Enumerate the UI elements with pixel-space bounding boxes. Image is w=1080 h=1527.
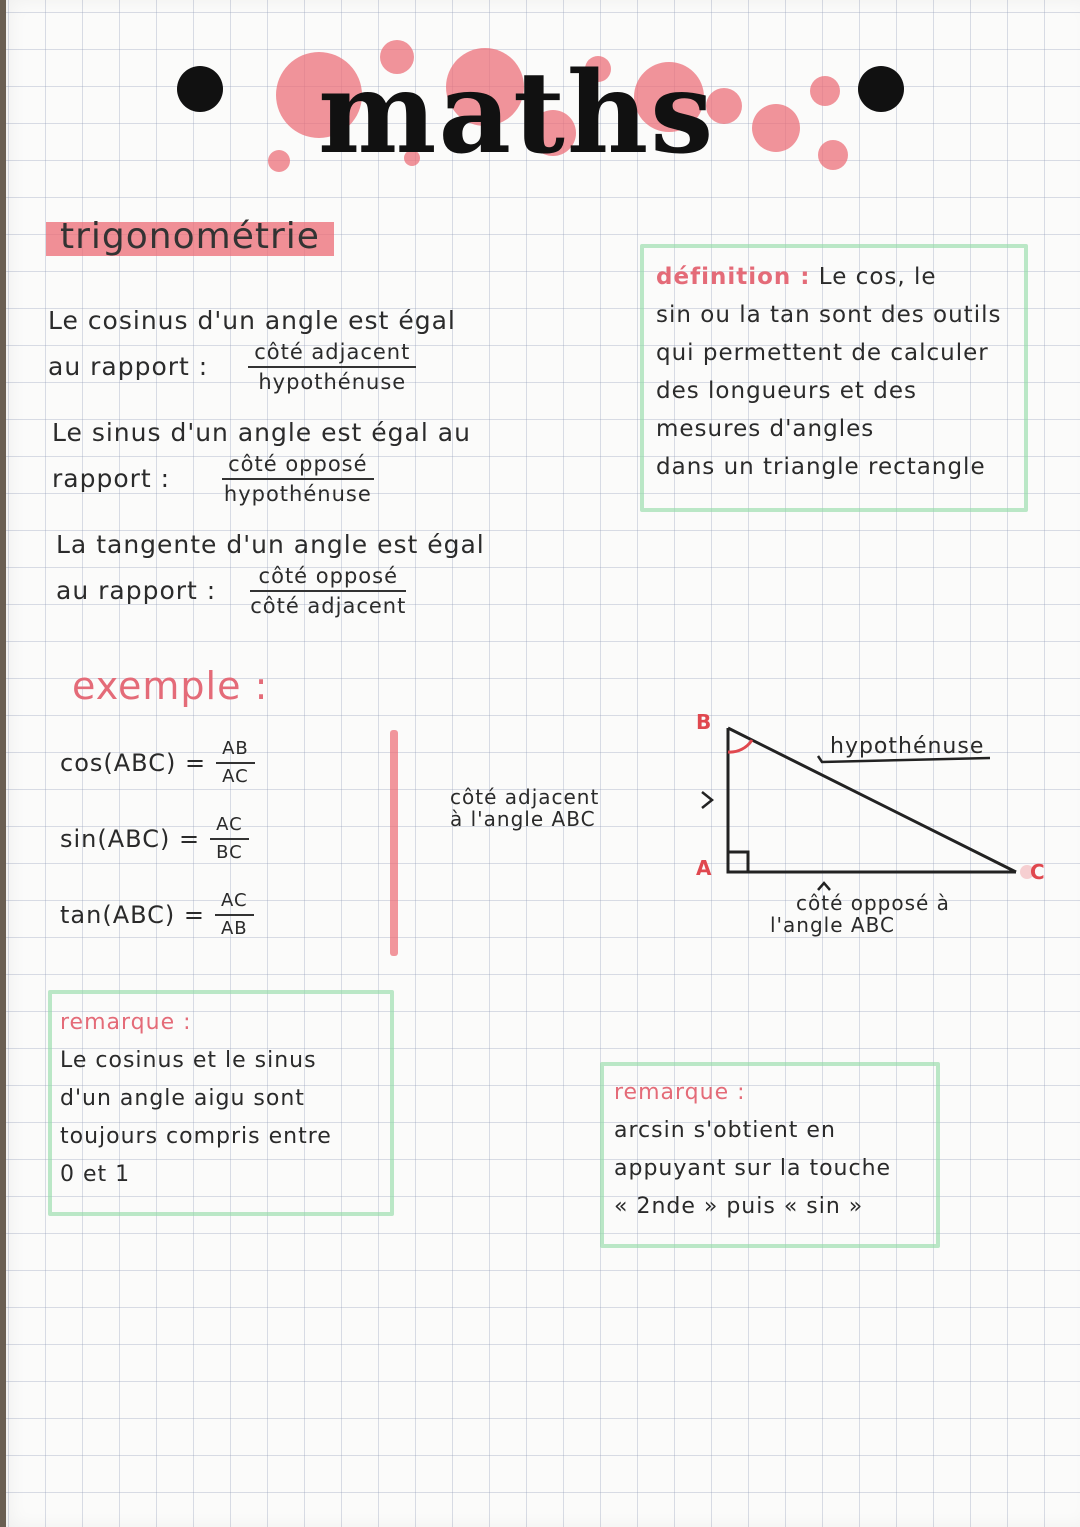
- vertex-b-label: B: [696, 710, 712, 734]
- example-cos-num: AB: [216, 738, 255, 764]
- vertex-a-label: A: [696, 856, 712, 880]
- definition-text: [656, 258, 1022, 486]
- cos-denominator: hypothénuse: [258, 370, 407, 394]
- remark1-line: toujours compris entre: [60, 1124, 332, 1149]
- tan-definition: [56, 526, 616, 618]
- example-sin-num: AC: [210, 814, 249, 840]
- punch-hole-right: [858, 66, 904, 112]
- vertex-c-label: C: [1030, 860, 1045, 884]
- punch-hole-left: [177, 66, 223, 112]
- definition-label: définition :: [656, 264, 811, 290]
- divider-line: [390, 730, 398, 956]
- cos-line2: au rapport :: [48, 352, 209, 381]
- cos-fraction: [248, 340, 416, 394]
- example-sin-lhs: sin(ABC) =: [60, 825, 201, 853]
- example-sin-fraction: [210, 814, 249, 864]
- remark2-label: remarque :: [614, 1080, 746, 1105]
- example-cos-den: AC: [222, 766, 249, 787]
- example-cos-fraction: [216, 738, 255, 788]
- definition-line: dans un triangle rectangle: [656, 454, 986, 480]
- example-tan-den: AB: [220, 918, 248, 939]
- remark2-text: [614, 1074, 934, 1226]
- remark2-line: arcsin s'obtient en: [614, 1118, 836, 1143]
- decor-dot: [810, 76, 840, 106]
- adjacent-line1: côté adjacent: [450, 785, 600, 809]
- remark2-line: « 2nde » puis « sin »: [614, 1194, 864, 1219]
- definition-line: des longueurs et des: [656, 378, 917, 404]
- opposite-line2: l'angle ABC: [770, 913, 895, 937]
- sin-line1: Le sinus d'un angle est égal au: [52, 418, 471, 447]
- tan-fraction: [250, 564, 406, 618]
- cos-line1: Le cosinus d'un angle est égal: [48, 306, 456, 335]
- sin-fraction: [222, 452, 373, 506]
- decor-dot: [752, 104, 800, 152]
- remark1-line: 0 et 1: [60, 1162, 131, 1187]
- adjacent-line2: à l'angle ABC: [450, 807, 596, 831]
- example-tan-num: AC: [215, 890, 254, 916]
- sin-line2: rapport :: [52, 464, 171, 493]
- definition-line: mesures d'angles: [656, 416, 875, 442]
- example-sin-den: BC: [216, 842, 243, 863]
- example-tan-fraction: [215, 890, 254, 940]
- remark1-line: Le cosinus et le sinus: [60, 1048, 317, 1073]
- tan-line2: au rapport :: [56, 576, 217, 605]
- sin-denominator: hypothénuse: [223, 482, 372, 506]
- definition-line: qui permettent de calculer: [656, 340, 989, 366]
- tan-denominator: côté adjacent: [250, 594, 407, 618]
- hypotenuse-label: hypothénuse: [830, 734, 985, 759]
- cos-definition: [48, 302, 608, 394]
- adjacent-arrow-icon: [702, 792, 712, 808]
- page-title: maths: [318, 48, 716, 179]
- tan-numerator: côté opposé: [250, 564, 406, 592]
- remark1-text: [60, 1004, 390, 1194]
- remark2-line: appuyant sur la touche: [614, 1156, 892, 1181]
- opposite-caret-icon: [818, 883, 830, 890]
- page-edge: [0, 0, 6, 1527]
- right-angle-mark: [728, 852, 748, 872]
- decor-dot: [818, 140, 848, 170]
- example-cos: [60, 738, 255, 788]
- definition-line: sin ou la tan sont des outils: [656, 302, 1002, 328]
- definition-line: Le cos, le: [818, 264, 937, 290]
- example-tan-lhs: tan(ABC) =: [60, 901, 206, 929]
- opposite-label: [770, 892, 950, 936]
- example-sin: [60, 814, 249, 864]
- example-cos-lhs: cos(ABC) =: [60, 749, 207, 777]
- decor-dot: [268, 150, 290, 172]
- opposite-line1: côté opposé à: [796, 891, 950, 915]
- sin-numerator: côté opposé: [222, 452, 373, 480]
- remark1-label: remarque :: [60, 1010, 192, 1035]
- cos-numerator: côté adjacent: [248, 340, 416, 368]
- section-title: trigonométrie: [46, 222, 334, 256]
- example-tan: [60, 890, 254, 940]
- tan-line1: La tangente d'un angle est égal: [56, 530, 485, 559]
- remark1-line: d'un angle aigu sont: [60, 1086, 305, 1111]
- example-label: exemple :: [72, 664, 269, 708]
- angle-b-arc: [728, 740, 752, 752]
- adjacent-label: [450, 786, 599, 830]
- triangle-diagram: [690, 700, 1060, 910]
- sin-definition: [52, 414, 612, 506]
